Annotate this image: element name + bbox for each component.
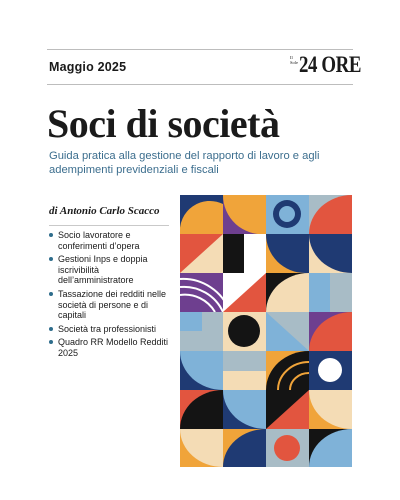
bullet-icon [49, 340, 53, 344]
issue-date: Maggio 2025 [49, 60, 127, 74]
author-rule [49, 225, 169, 226]
book-subtitle: Guida pratica alla gestione del rapporto di lavoro e agli adempimenti previdenziali e fiscali [49, 150, 320, 176]
topic-item [49, 324, 177, 335]
topic-item [49, 337, 177, 358]
book-title: Soci di società [47, 101, 280, 146]
topics-list [49, 230, 177, 362]
header-rule [47, 84, 353, 85]
topic-text: Tassazione dei redditi nelle società di persone e di capitali [58, 288, 167, 321]
bullet-icon [49, 327, 53, 331]
topic-text: Quadro RR Modello Redditi 2025 [58, 337, 169, 358]
top-rule [47, 49, 353, 50]
bullet-icon [49, 233, 53, 237]
publisher-logo-small: Il Sole [290, 55, 299, 65]
topic-item [49, 289, 177, 321]
topic-item [49, 254, 177, 286]
bullet-icon [49, 257, 53, 261]
topic-text: Gestioni Inps e doppia iscrivibilità dell’amministratore [58, 254, 148, 286]
publisher-logo-big: 24 ORE [299, 52, 361, 77]
geometric-artwork [180, 195, 352, 467]
topic-text: Socio lavoratore e conferimenti d’opera [58, 230, 140, 251]
publisher-logo [290, 52, 361, 77]
bullet-icon [49, 292, 53, 296]
book-author: di Antonio Carlo Scacco [49, 205, 160, 217]
topic-item [49, 230, 177, 251]
topic-text: Società tra professionisti [58, 323, 157, 334]
